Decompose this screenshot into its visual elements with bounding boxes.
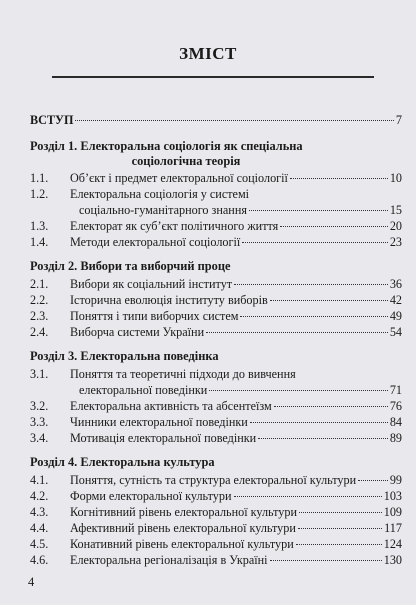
item-number: 1.1. (30, 171, 49, 185)
item-title: Об’єкт і предмет електоральної соціології (70, 171, 288, 185)
item-number: 4.3. (30, 505, 49, 519)
item-page: 117 (384, 521, 402, 535)
item-title: Історична еволюція інституту виборів (70, 293, 268, 307)
item-title: Електорат як суб’єкт політичного життя (70, 219, 279, 233)
section-1-heading-cont: соціологічна теорія (131, 154, 241, 168)
item-title: Електоральна регіоналізація в Україні (70, 553, 268, 567)
toc-item (30, 292, 402, 308)
item-number: 2.4. (30, 325, 49, 339)
item-title: Поняття та теоретичні підходи до вивчення (70, 367, 296, 381)
item-page: 84 (389, 415, 402, 429)
item-number: 1.4. (30, 235, 49, 249)
item-page: 49 (389, 309, 402, 323)
toc-item-cont (30, 382, 402, 398)
item-page: 54 (389, 325, 402, 339)
toc-item (30, 234, 402, 250)
item-title: Поняття і типи виборчих систем (70, 309, 239, 323)
dot-leader (234, 496, 382, 497)
section-2-heading: Розділ 2. Вибори та виборчий проце (30, 259, 231, 273)
dot-leader (296, 544, 382, 545)
toc-item (30, 504, 402, 520)
item-number: 2.2. (30, 293, 49, 307)
toc-item (30, 520, 402, 536)
item-number: 1.2. (30, 187, 49, 201)
toc-item (30, 552, 402, 568)
item-page: 103 (383, 489, 402, 503)
dot-leader (242, 242, 388, 243)
toc-item (30, 472, 402, 488)
page-number: 4 (28, 575, 35, 589)
item-number: 4.2. (30, 489, 49, 503)
dot-leader (298, 528, 382, 529)
title-underline (52, 76, 374, 78)
page-title: ЗМІСТ (179, 44, 237, 63)
dot-leader (290, 178, 388, 179)
dot-leader (274, 406, 388, 407)
toc-item (30, 430, 402, 446)
item-number: 4.1. (30, 473, 49, 487)
item-page: 109 (383, 505, 402, 519)
dot-leader (206, 332, 388, 333)
item-page: 36 (389, 277, 402, 291)
item-title: Електоральна соціологія у системі (70, 187, 250, 201)
item-title: Мотивація електоральної поведінки (70, 431, 257, 445)
toc-item-cont (30, 202, 402, 218)
item-page: 76 (389, 399, 402, 413)
toc-item (30, 366, 402, 382)
item-page: 10 (389, 171, 402, 185)
intro-page: 7 (395, 113, 402, 127)
item-page: 130 (383, 553, 402, 567)
item-number: 4.6. (30, 553, 49, 567)
item-page: 99 (389, 473, 402, 487)
item-number: 1.3. (30, 219, 49, 233)
item-title: Виборча системи України (70, 325, 205, 339)
toc-item (30, 536, 402, 552)
item-page: 23 (389, 235, 402, 249)
dot-leader (249, 210, 388, 211)
item-title: Поняття, сутність та структура електоральної культури (70, 473, 357, 487)
dot-leader (250, 422, 388, 423)
item-page: 89 (389, 431, 402, 445)
item-title: Конативний рівень електоральної культури (70, 537, 294, 551)
item-page: 15 (389, 203, 402, 217)
toc-item (30, 186, 402, 202)
item-number: 4.5. (30, 537, 49, 551)
item-title: Афективний рівень електоральної культури (70, 521, 296, 535)
dot-leader (299, 512, 382, 513)
item-number: 3.2. (30, 399, 49, 413)
item-page: 20 (389, 219, 402, 233)
dot-leader (240, 316, 387, 317)
item-title: Чинники електоральної поведінки (70, 415, 248, 429)
item-title-cont: соціально-гуманітарного знання (79, 203, 247, 217)
dot-leader (270, 300, 388, 301)
dot-leader (209, 390, 387, 391)
toc-item (30, 308, 402, 324)
item-number: 2.3. (30, 309, 49, 323)
toc-item (30, 398, 402, 414)
item-title-cont: електоральної поведінки (79, 383, 208, 397)
item-title: Вибори як соціальний інститут (70, 277, 233, 291)
item-page: 124 (383, 537, 402, 551)
dot-leader (280, 226, 388, 227)
section-1-heading: Розділ 1. Електоральна соціологія як спеціальна (30, 139, 303, 153)
intro-label: ВСТУП (30, 113, 74, 127)
toc-item (30, 276, 402, 292)
dot-leader (358, 480, 388, 481)
toc-item (30, 324, 402, 340)
toc-intro (30, 112, 402, 128)
toc-item (30, 170, 402, 186)
toc-item (30, 488, 402, 504)
item-title: Методи електоральної соціології (70, 235, 241, 249)
item-title: Когнітивний рівень електоральної культури (70, 505, 298, 519)
item-number: 3.3. (30, 415, 49, 429)
item-title: Форми електоральної культури (70, 489, 232, 503)
item-page: 42 (389, 293, 402, 307)
dot-leader (234, 284, 388, 285)
dot-leader (75, 120, 393, 121)
item-page: 71 (389, 383, 402, 397)
item-title: Електоральна активність та абсентеїзм (70, 399, 272, 413)
dot-leader (270, 560, 382, 561)
toc-item (30, 414, 402, 430)
section-4-heading: Розділ 4. Електоральна культура (30, 455, 215, 469)
item-number: 3.4. (30, 431, 49, 445)
toc-item (30, 218, 402, 234)
dot-leader (258, 438, 388, 439)
item-number: 2.1. (30, 277, 49, 291)
item-number: 4.4. (30, 521, 49, 535)
section-3-heading: Розділ 3. Електоральна поведінка (30, 349, 219, 363)
item-number: 3.1. (30, 367, 49, 381)
